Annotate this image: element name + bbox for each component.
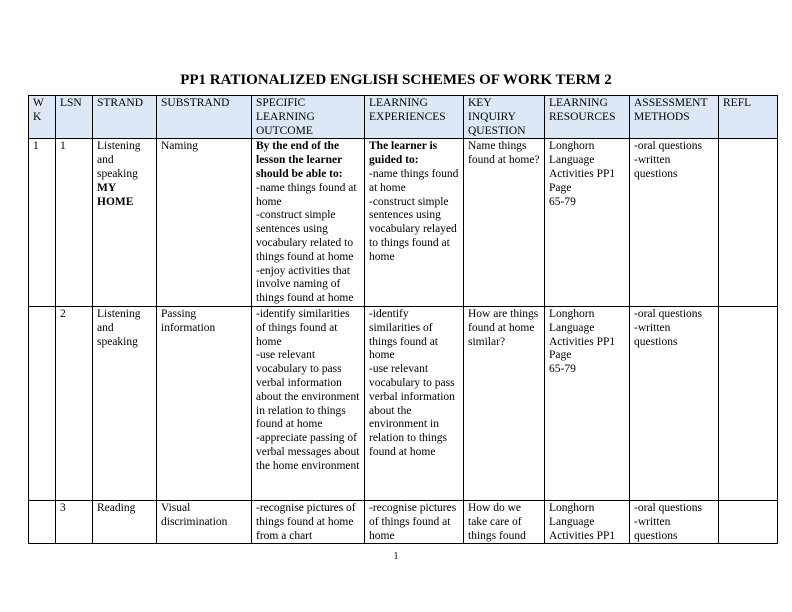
header-outcome: SPECIFIC LEARNING OUTCOME	[252, 96, 365, 139]
strand-text: Listening and speaking	[97, 140, 141, 180]
cell-substrand: Passing information	[157, 306, 252, 500]
table-row	[29, 306, 778, 500]
header-row	[29, 96, 778, 139]
cell-refl	[719, 306, 778, 500]
cell-assessment: -oral questions -written questions	[630, 306, 719, 500]
cell-lsn: 2	[56, 306, 93, 500]
cell-lsn: 1	[56, 139, 93, 307]
experiences-intro: The learner is guided to:	[369, 140, 438, 167]
cell-question: How are things found at home similar?	[464, 306, 545, 500]
cell-refl	[719, 139, 778, 307]
page-number: 1	[393, 551, 399, 562]
header-question: KEY INQUIRY QUESTION	[464, 96, 545, 139]
cell-wk: 1	[29, 139, 56, 307]
cell-strand	[93, 139, 157, 307]
cell-wk	[29, 500, 56, 543]
cell-assessment: -oral questions -written questions	[630, 500, 719, 543]
experiences-text: -name things found at home -construct simple sentences using vocabulary relayed to things found at home	[369, 167, 459, 263]
cell-refl	[719, 500, 778, 543]
strand-theme: MY HOME	[97, 181, 134, 208]
page-title: PP1 RATIONALIZED ENGLISH SCHEMES OF WORK TERM 2	[180, 72, 612, 88]
cell-experiences: -recognise pictures of things found at home	[365, 500, 464, 543]
cell-wk	[29, 306, 56, 500]
outcome-intro: By the end of the lesson the learner should be able to:	[256, 140, 343, 180]
cell-question: Name things found at home?	[464, 139, 545, 307]
header-substrand: SUBSTRAND	[157, 96, 252, 139]
table-row	[29, 500, 778, 543]
cell-outcome: -identify similarities of things found at home -use relevant vocabulary to pass verbal information about the environment in relation to things found at home -appreciate passing of verbal messages about the home environment	[252, 306, 365, 500]
header-wk: W K	[29, 96, 56, 139]
cell-assessment: -oral questions -written questions	[630, 139, 719, 307]
cell-substrand: Visual discrimination	[157, 500, 252, 543]
cell-question: How do we take care of things found	[464, 500, 545, 543]
cell-outcome: -recognise pictures of things found at home from a chart	[252, 500, 365, 543]
cell-experiences: -identify similarities of things found at home -use relevant vocabulary to pass verbal information about the environment in relation to things found at home	[365, 306, 464, 500]
header-assessment: ASSESSMENT METHODS	[630, 96, 719, 139]
cell-resources: Longhorn Language Activities PP1	[545, 500, 630, 543]
cell-outcome	[252, 139, 365, 307]
cell-strand: Reading	[93, 500, 157, 543]
header-lsn: LSN	[56, 96, 93, 139]
cell-lsn: 3	[56, 500, 93, 543]
header-resources: LEARNING RESOURCES	[545, 96, 630, 139]
cell-resources: Longhorn Language Activities PP1 Page 65-79	[545, 139, 630, 307]
schemes-table	[28, 95, 778, 544]
cell-substrand: Naming	[157, 139, 252, 307]
header-experiences: LEARNING EXPERIENCES	[365, 96, 464, 139]
header-refl: REFL	[719, 96, 778, 139]
cell-strand: Listening and speaking	[93, 306, 157, 500]
cell-experiences	[365, 139, 464, 307]
outcome-text: -name things found at home -construct simple sentences using vocabulary related to things found at home -enjoy activities that involve naming of things found at home	[256, 181, 357, 305]
header-strand: STRAND	[93, 96, 157, 139]
table-row	[29, 139, 778, 307]
cell-resources: Longhorn Language Activities PP1 Page 65-79	[545, 306, 630, 500]
